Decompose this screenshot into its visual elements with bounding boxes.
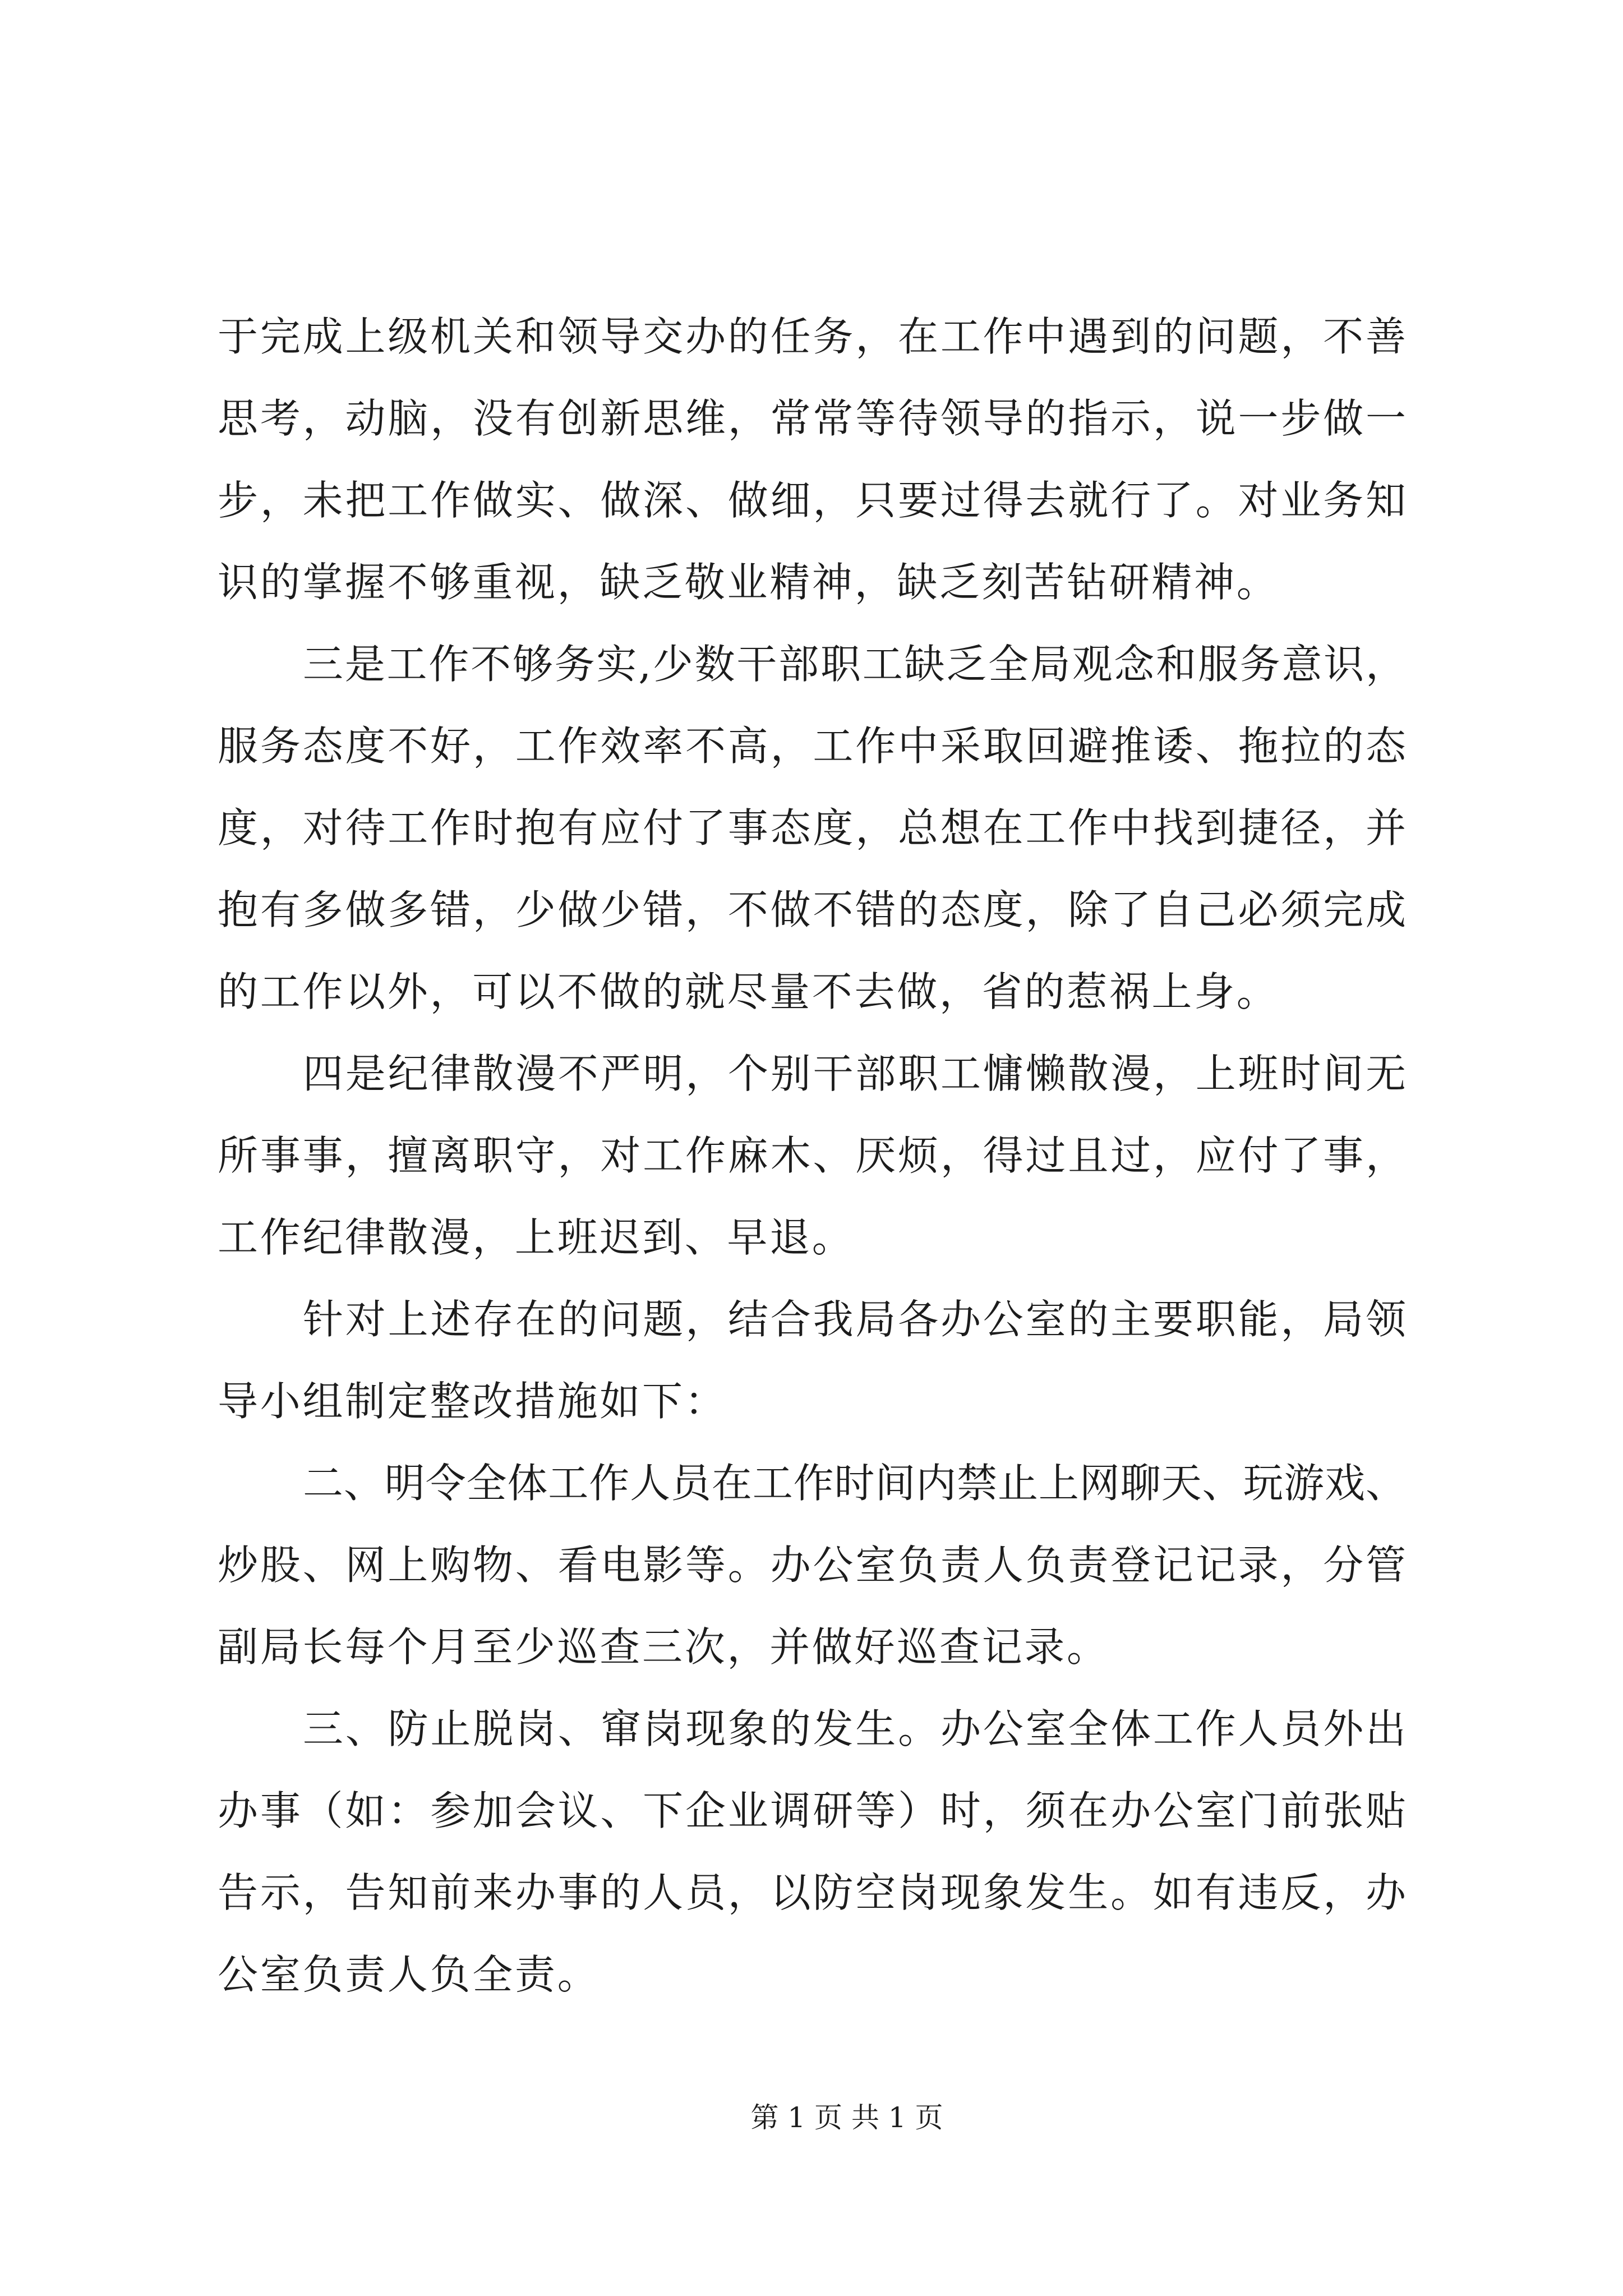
paragraph [218, 296, 1406, 623]
text-line: 的工作以外，可以不做的就尽量不去做，省的惹祸上身。 [218, 968, 1279, 1015]
text-line: 办事（如：参加会议、下企业调研等）时，须在办公室门前张贴 [218, 1787, 1406, 1834]
text-line: 度，对待工作时抱有应付了事态度，总想在工作中找到捷径，并 [218, 804, 1406, 852]
paragraph [218, 1442, 1406, 1688]
paragraph [218, 1688, 1406, 2016]
text-line: 服务态度不好，工作效率不高，工作中采取回避推诿、拖拉的态 [218, 723, 1406, 770]
text-line: 于完成上级机关和领导交办的任务，在工作中遇到的问题，不善 [218, 313, 1406, 360]
text-line: 针对上述存在的问题，结合我局各办公室的主要职能，局领 [303, 1296, 1406, 1343]
document-body [218, 296, 1406, 2016]
text-line: 工作纪律散漫，上班迟到、早退。 [218, 1214, 855, 1261]
paragraph [218, 623, 1406, 1033]
paragraph [218, 1278, 1406, 1442]
text-line: 抱有多做多错，少做少错，不做不错的态度，除了自己必须完成 [218, 886, 1406, 933]
text-line: 副局长每个月至少巡查三次，并做好巡查记录。 [218, 1623, 1109, 1671]
text-line: 炒股、网上购物、看电影等。办公室负责人负责登记记录，分管 [218, 1542, 1406, 1589]
text-line: 二、明令全体工作人员在工作时间内禁止上网聊天、玩游戏、 [303, 1460, 1406, 1507]
text-line: 所事事，擅离职守，对工作麻木、厌烦，得过且过，应付了事， [218, 1132, 1406, 1179]
text-line: 识的掌握不够重视，缺乏敬业精神，缺乏刻苦钻研精神。 [218, 559, 1279, 606]
text-line: 四是纪律散漫不严明，个别干部职工慵懒散漫，上班时间无 [303, 1050, 1406, 1097]
text-line: 步，未把工作做实、做深、做细，只要过得去就行了。对业务知 [218, 477, 1406, 524]
text-line: 三是工作不够务实,少数干部职工缺乏全局观念和服务意识， [303, 641, 1406, 688]
text-line: 思考，动脑，没有创新思维，常常等待领导的指示，说一步做一 [218, 395, 1406, 442]
text-line: 公室负责人负全责。 [218, 1951, 600, 1998]
text-line: 告示，告知前来办事的人员，以防空岗现象发生。如有违反，办 [218, 1869, 1406, 1916]
page-footer: 第 1 页 共 1 页 [750, 2101, 943, 2134]
text-line: 三、防止脱岗、窜岗现象的发生。办公室全体工作人员外出 [303, 1705, 1406, 1752]
paragraph [218, 1033, 1406, 1278]
text-line: 导小组制定整改措施如下： [218, 1378, 727, 1425]
